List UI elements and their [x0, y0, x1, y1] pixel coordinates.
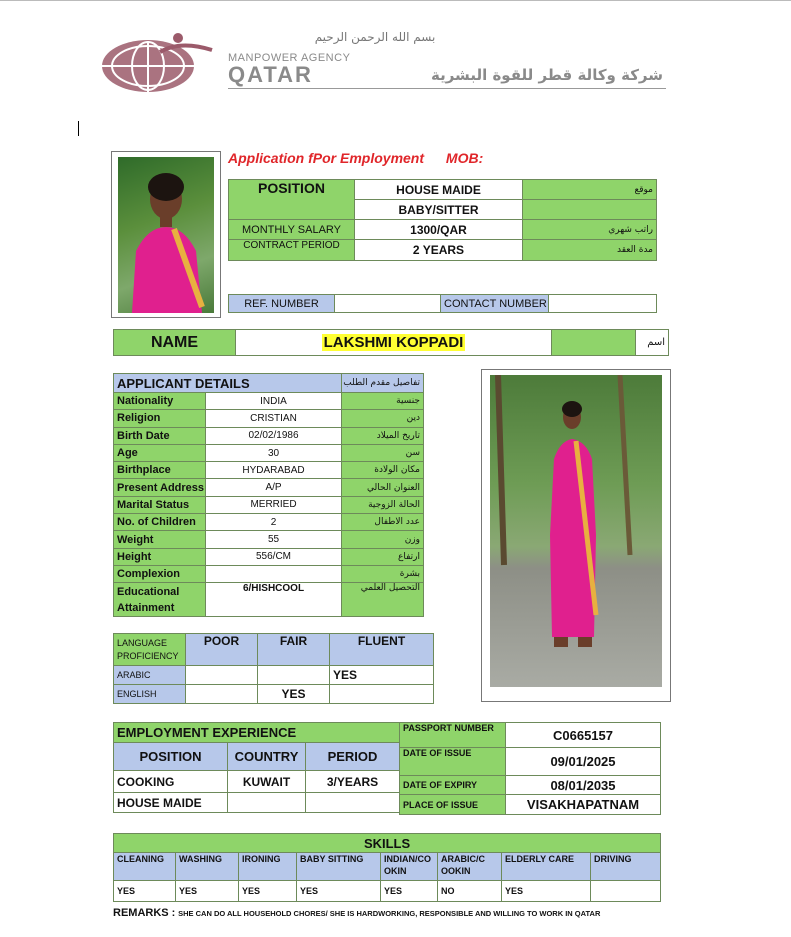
portrait-photo — [118, 157, 214, 313]
applicant-row — [114, 444, 424, 461]
applicant-field-value: 2 — [206, 514, 342, 531]
full-body-photo — [490, 375, 662, 687]
applicant-field-label-ar: العنوان الحالي — [342, 479, 424, 496]
exp-row-1-country: KUWAIT — [228, 771, 306, 793]
language-table — [113, 633, 434, 704]
applicant-field-value: 556/CM — [206, 548, 342, 565]
contract-value: 2 YEARS — [355, 240, 523, 261]
applicant-row — [114, 531, 424, 548]
skill-value — [591, 881, 661, 902]
contact-number-value — [549, 295, 657, 313]
exp-header-position: POSITION — [114, 743, 228, 771]
education-label — [114, 583, 206, 617]
applicant-row — [114, 565, 424, 582]
salary-value: 1300/QAR — [355, 220, 523, 240]
person-portrait-icon — [118, 157, 214, 313]
name-value-cell — [236, 330, 552, 356]
exp-row-1-period: 3/YEARS — [306, 771, 400, 793]
exp-row-1-position: COOKING — [114, 771, 228, 793]
place-of-issue-label: PLACE OF ISSUE — [400, 795, 506, 815]
employment-experience-table — [113, 722, 400, 813]
name-table — [113, 329, 669, 356]
skill-header — [502, 853, 591, 881]
place-of-issue-value: VISAKHAPATNAM — [506, 795, 661, 815]
mob-label: MOB: — [445, 150, 484, 166]
remarks-label: REMARKS : — [113, 907, 176, 919]
salary-label: MONTHLY SALARY — [229, 220, 355, 240]
skill-header-line-2: OKIN — [384, 866, 407, 876]
applicant-row — [114, 427, 424, 444]
name-label-ar: اسم — [636, 330, 669, 356]
skill-value: YES — [297, 881, 381, 902]
reference-table — [228, 294, 657, 313]
passport-number-label: PASSPORT NUMBER — [400, 723, 506, 748]
position-empty-cell — [523, 200, 657, 220]
language-arabic-label: ARABIC — [114, 666, 186, 685]
applicant-field-label: Religion — [114, 410, 206, 427]
education-value: 6/HISHCOOL — [206, 583, 342, 617]
applicant-row — [114, 514, 424, 531]
arabic-fair — [258, 666, 330, 685]
applicant-field-label: Age — [114, 444, 206, 461]
skills-table — [113, 833, 661, 902]
header-fair: FAIR — [258, 634, 330, 666]
portrait-photo-frame — [111, 151, 221, 318]
education-label-2: Attainment — [117, 601, 175, 614]
skill-header — [591, 853, 661, 881]
skill-header-line-1: ELDERLY CARE — [505, 854, 575, 864]
date-of-issue-label: DATE OF ISSUE — [400, 748, 506, 776]
employment-experience-title: EMPLOYMENT EXPERIENCE — [114, 723, 400, 743]
applicant-field-value: 02/02/1986 — [206, 427, 342, 444]
applicant-field-label-ar: بشرة — [342, 565, 424, 582]
skill-value: YES — [502, 881, 591, 902]
arabic-poor — [186, 666, 258, 685]
applicant-field-value: A/P — [206, 479, 342, 496]
skill-value: YES — [114, 881, 176, 902]
skill-header-line-1: BABY SITTING — [300, 854, 364, 864]
language-label-1: LANGUAGE — [117, 637, 168, 648]
applicant-field-label-ar: ارتفاع — [342, 548, 424, 565]
exp-row-2-period — [306, 793, 400, 813]
remarks — [113, 907, 713, 919]
applicant-details-title: APPLICANT DETAILS — [114, 374, 342, 393]
date-of-expiry-value: 08/01/2035 — [506, 776, 661, 795]
language-label — [114, 634, 186, 666]
education-label-1: Educational — [117, 585, 180, 598]
person-full-body-icon — [490, 375, 662, 687]
skill-header — [381, 853, 438, 881]
skill-value: YES — [381, 881, 438, 902]
applicant-field-value: 55 — [206, 531, 342, 548]
position-value-2: BABY/SITTER — [355, 200, 523, 220]
applicant-field-label-ar: مكان الولادة — [342, 462, 424, 479]
skill-header — [297, 853, 381, 881]
passport-number-value: C0665157 — [506, 723, 661, 748]
applicant-row — [114, 496, 424, 513]
agency-name-en-1: MANPOWER AGENCY — [228, 52, 351, 64]
agency-logo — [100, 32, 215, 94]
language-label-2: PROFICIENCY — [117, 650, 179, 661]
applicant-field-label: Complexion — [114, 565, 206, 582]
applicant-row — [114, 393, 424, 410]
exp-row-2-position: HOUSE MAIDE — [114, 793, 228, 813]
applicant-field-label: Birth Date — [114, 427, 206, 444]
english-fair: YES — [258, 685, 330, 704]
salary-label-ar: راتب شهري — [523, 220, 657, 240]
application-title-text: Application fPor Employment — [228, 150, 425, 166]
english-fluent — [330, 685, 434, 704]
arabic-fluent: YES — [330, 666, 434, 685]
applicant-row — [114, 479, 424, 496]
skill-header-line-1: ARABIC/C — [441, 854, 485, 864]
contact-number-label: CONTACT NUMBER — [441, 295, 549, 313]
name-label: NAME — [114, 330, 236, 356]
applicant-field-value: HYDARABAD — [206, 462, 342, 479]
header-fluent: FLUENT — [330, 634, 434, 666]
date-of-expiry-label: DATE OF EXPIRY — [400, 776, 506, 795]
applicant-field-label: Nationality — [114, 393, 206, 410]
applicant-row — [114, 548, 424, 565]
applicant-field-label-ar: جنسية — [342, 393, 424, 410]
agency-name-en-2: QATAR — [228, 62, 313, 87]
skill-header — [239, 853, 297, 881]
header-arabic-basmala: بسم الله الرحمن الرحيم — [314, 30, 436, 44]
applicant-row — [114, 410, 424, 427]
applicant-field-label-ar: تاريخ الميلاد — [342, 427, 424, 444]
skill-header — [176, 853, 239, 881]
skill-header-line-1: CLEANING — [117, 854, 164, 864]
passport-table — [399, 722, 661, 815]
education-label-ar: التحصيل العلمي — [342, 583, 424, 617]
applicant-field-label: Weight — [114, 531, 206, 548]
header-poor: POOR — [186, 634, 258, 666]
applicant-field-value: MERRIED — [206, 496, 342, 513]
applicant-details-title-ar: تفاصيل مقدم الطلب — [342, 374, 424, 393]
applicant-field-label-ar: عدد الاطفال — [342, 514, 424, 531]
applicant-field-label: Marital Status — [114, 496, 206, 513]
globe-logo-icon — [100, 32, 215, 94]
skill-header — [438, 853, 502, 881]
applicant-field-value: 30 — [206, 444, 342, 461]
full-body-photo-frame — [481, 369, 671, 702]
applicant-field-label-ar: دين — [342, 410, 424, 427]
skill-header-line-1: WASHING — [179, 854, 223, 864]
applicant-field-value — [206, 565, 342, 582]
english-poor — [186, 685, 258, 704]
remarks-text: SHE CAN DO ALL HOUSEHOLD CHORES/ SHE IS HARDWORKING, RESPONSIBLE AND WILLING TO WORK IN QATAR — [178, 909, 601, 918]
applicant-field-label: Height — [114, 548, 206, 565]
skill-header-line-1: IRONING — [242, 854, 281, 864]
skill-header-line-1: INDIAN/CO — [384, 854, 431, 864]
name-empty-cell — [552, 330, 636, 356]
skill-value: NO — [438, 881, 502, 902]
text-cursor — [78, 121, 79, 136]
name-value: LAKSHMI KOPPADI — [323, 334, 464, 351]
applicant-field-label-ar: سن — [342, 444, 424, 461]
skill-header — [114, 853, 176, 881]
ref-number-value — [335, 295, 441, 313]
applicant-field-label: No. of Children — [114, 514, 206, 531]
position-table — [228, 179, 657, 261]
applicant-field-label: Present Address — [114, 479, 206, 496]
applicant-field-label-ar: الحالة الزوجية — [342, 496, 424, 513]
date-of-issue-value: 09/01/2025 — [506, 748, 661, 776]
skill-value: YES — [239, 881, 297, 902]
applicant-field-label-ar: وزن — [342, 531, 424, 548]
skill-header-line-2: OOKIN — [441, 866, 471, 876]
language-english-label: ENGLISH — [114, 685, 186, 704]
applicant-field-label: Birthplace — [114, 462, 206, 479]
contract-label: CONTRACT PERIOD — [229, 240, 355, 261]
exp-header-country: COUNTRY — [228, 743, 306, 771]
ref-number-label: REF. NUMBER — [229, 295, 335, 313]
applicant-row — [114, 462, 424, 479]
exp-row-2-country — [228, 793, 306, 813]
top-border — [0, 0, 791, 1]
exp-header-period: PERIOD — [306, 743, 400, 771]
application-title — [228, 150, 483, 166]
contract-label-ar: مدة العقد — [523, 240, 657, 261]
skill-header-line-1: DRIVING — [594, 854, 632, 864]
skills-title: SKILLS — [114, 834, 661, 853]
agency-name-ar: شركة وكالة قطر للقوة البشرية — [431, 66, 663, 84]
applicant-field-value: INDIA — [206, 393, 342, 410]
position-value-1: HOUSE MAIDE — [355, 180, 523, 200]
applicant-field-value: CRISTIAN — [206, 410, 342, 427]
header-underline — [228, 88, 666, 89]
position-label: POSITION — [229, 180, 355, 220]
skill-value: YES — [176, 881, 239, 902]
position-label-ar: موقع — [523, 180, 657, 200]
applicant-details-table — [113, 373, 424, 617]
